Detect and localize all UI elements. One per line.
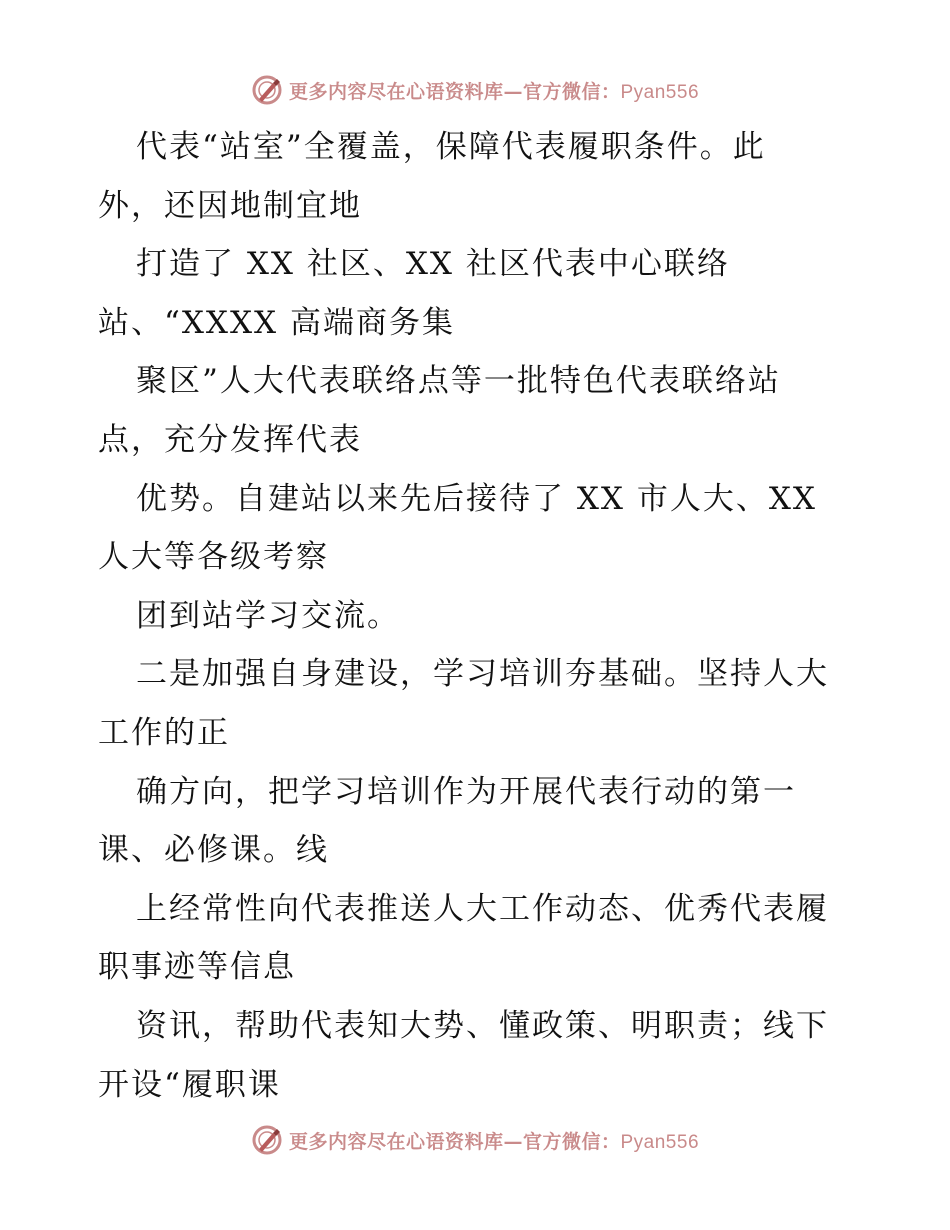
watermark-handle: Pyan556 [620,1131,700,1153]
text-line: 优势。自建站以来先后接待了 XX 市人大、XX [136,480,817,517]
text-line: 点，充分发挥代表 [98,421,362,458]
pen-logo-icon [251,1124,283,1156]
text-line: 开设“履职课 [98,1066,281,1103]
text-line: 聚区”人大代表联络点等一批特色代表联络站 [136,363,781,400]
text-line: 打造了 XX 社区、XX 社区代表中心联络 [136,246,730,283]
text-line: 人大等各级考察 [98,539,329,576]
header-watermark [0,70,950,110]
text-line: 代表“站室”全覆盖，保障代表履职条件。此 [136,129,766,165]
text-line: 上经常性向代表推送人大工作动态、优秀代表履 [136,890,829,927]
text-line: 课、必修课。线 [98,832,329,869]
watermark-label: 更多内容尽在心语资料库—官方微信： [288,1130,621,1153]
watermark-text [289,1127,699,1154]
text-line: 确方向，把学习培训作为开展代表行动的第一 [136,773,796,810]
text-line: 外，还因地制宜地 [98,187,362,224]
text-line: 资讯，帮助代表知大势、懂政策、明职责；线下 [136,1007,829,1044]
text-line: 职事迹等信息 [98,949,296,986]
footer-watermark [0,1120,950,1160]
body-text [98,118,898,1114]
watermark-text [289,77,699,104]
watermark-label: 更多内容尽在心语资料库—官方微信： [288,80,621,103]
text-line: 团到站学习交流。 [136,597,400,634]
text-line: 工作的正 [98,714,230,751]
watermark-handle: Pyan556 [620,81,700,103]
text-line: 二是加强自身建设，学习培训夯基础。坚持人大 [136,656,829,693]
text-line: 站、“XXXX 高端商务集 [98,304,455,341]
pen-logo-icon [251,74,283,106]
